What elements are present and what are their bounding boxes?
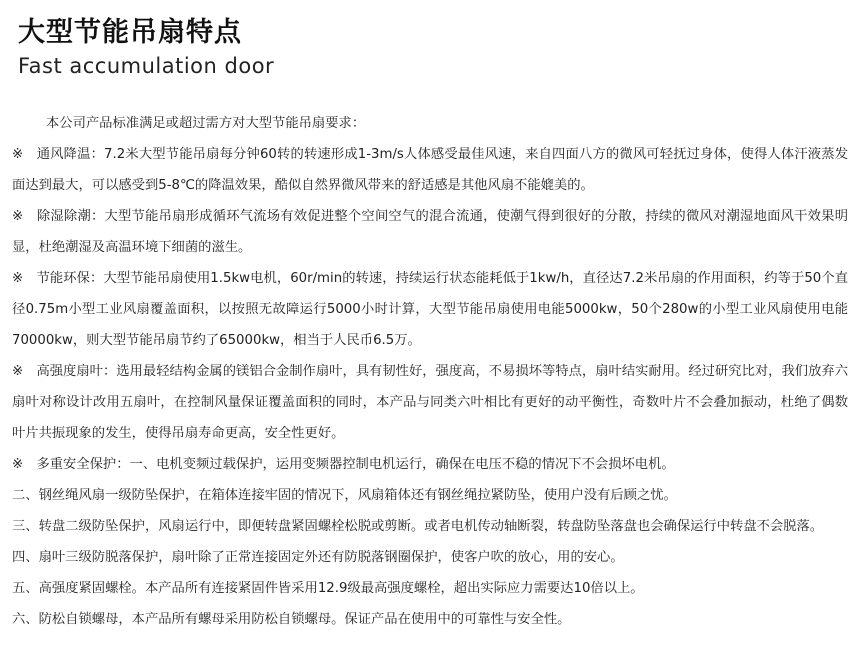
safety-item-wire-rope: 二、钢丝绳风扇一级防坠保护，在箱体连接牢固的情况下，风扇箱体还有钢丝绳拉紧防坠，使用户没有后顾之忧。 <box>12 488 677 503</box>
feature-ventilation-cooling: ※ 通风降温：7.2米大型节能吊扇每分钟60转的转速形成1-3m/s人体感受最佳风速，来自四面八方的微风可轻抚过身体，使得人体汗液蒸发面达到最大，可以感受到5-8℃的降温效果，酷似自然界微风带来的舒适感是其他风扇不能媲美的。 <box>12 147 848 193</box>
safety-item-bolts: 五、高强度紧固螺栓。本产品所有连接紧固件皆采用12.9级最高强度螺栓，超出实际应力需要达10倍以上。 <box>12 581 644 596</box>
feature-high-strength-blades: ※ 高强度扇叶：选用最轻结构金属的镁铝合金制作扇叶，具有韧性好，强度高，不易损坏等特点，扇叶结实耐用。经过研究比对，我们放弃六扇叶对称设计改用五扇叶，在控制风量保证覆盖面积的同时，本产品与同类六叶相比有更好的动平衡性，奇数叶片不会叠加振动，杜绝了偶数叶片共振现象的发生，使得吊扇寿命更高，安全性更好。 <box>12 364 848 441</box>
intro-paragraph: 本公司产品标准满足或超过需方对大型节能吊扇要求： <box>46 116 366 131</box>
page-header <box>18 14 274 80</box>
safety-item-turntable: 三、转盘二级防坠保护，风扇运行中，即便转盘紧固螺栓松脱或剪断。或者电机传动轴断裂，转盘防坠落盘也会确保运行中转盘不会脱落。 <box>12 519 824 534</box>
feature-dehumidification: ※ 除湿除潮：大型节能吊扇形成循环气流场有效促进整个空间空气的混合流通，使潮气得到很好的分散，持续的微风对潮湿地面风干效果明显，杜绝潮湿及高温环境下细菌的滋生。 <box>12 209 848 255</box>
safety-item-blade-retention: 四、扇叶三级防脱落保护，扇叶除了正常连接固定外还有防脱落钢圈保护，使客户吹的放心，用的安心。 <box>12 550 624 565</box>
page-subtitle: Fast accumulation door <box>18 54 275 78</box>
safety-item-lock-nuts: 六、防松自锁螺母，本产品所有螺母采用防松自锁螺母。保证产品在使用中的可靠性与安全性。 <box>12 612 571 627</box>
feature-description <box>12 108 848 635</box>
page-title: 大型节能吊扇特点 <box>18 17 242 48</box>
feature-multiple-safety-protection: ※ 多重安全保护：一、电机变频过载保护，运用变频器控制电机运行，确保在电压不稳的情况下不会损坏电机。 <box>12 457 675 472</box>
feature-energy-saving: ※ 节能环保：大型节能吊扇使用1.5kw电机，60r/min的转速，持续运行状态能耗低于1kw/h，直径达7.2米吊扇的作用面积，约等于50个直径0.75m小型工业风扇覆盖面积，以按照无故障运行5000小时计算，大型节能吊扇使用电能5000kw，50个280w的小型工业风扇使用电能70000kw，则大型节能吊扇节约了65000kw，相当于人民币6.5万。 <box>12 271 848 348</box>
